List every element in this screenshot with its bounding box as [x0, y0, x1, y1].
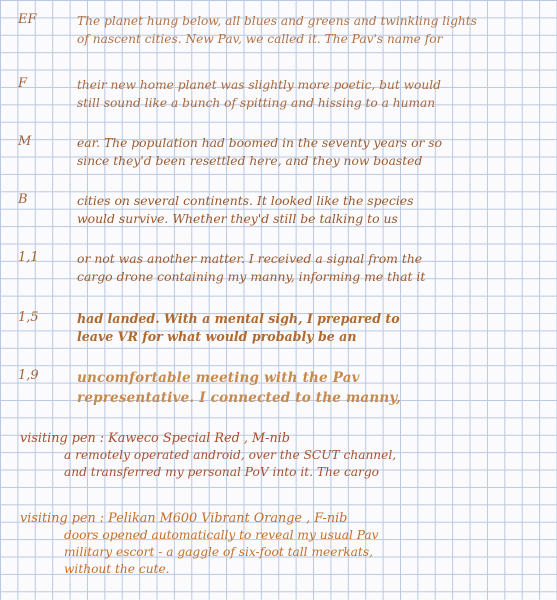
nib-label: M — [18, 134, 32, 149]
text-line: cargo drone containing my manny, informing me that it — [77, 269, 426, 284]
text-line: without the cute. — [64, 562, 170, 576]
nib-label: B — [18, 192, 28, 207]
text-line: The planet hung below, all blues and greens and twinkling lights — [77, 14, 477, 28]
sample-text — [77, 76, 547, 112]
sample-text — [77, 368, 547, 408]
text-line: their new home planet was slightly more poetic, but would — [77, 78, 441, 92]
text-line: still sound like a bunch of spitting and hissing to a human — [77, 96, 436, 110]
text-line: uncomfortable meeting with the Pav — [77, 370, 360, 386]
text-line: would survive. Whether they'd still be talking to us — [77, 211, 398, 226]
nib-label: 1,1 — [18, 250, 39, 265]
nib-label: EF — [18, 12, 37, 27]
text-line: of nascent cities. New Pav, we called it. The Pav's name for — [77, 32, 443, 46]
text-line: or not was another matter. I received a signal from the — [77, 251, 423, 266]
pen-title: visiting pen : Kaweco Special Red , M-nib — [20, 431, 290, 446]
text-line: military escort - a gaggle of six-foot tall meerkats, — [64, 545, 373, 559]
sample-text — [77, 134, 547, 170]
text-line: doors opened automatically to reveal my usual Pav — [64, 528, 379, 542]
text-line: a remotely operated android, over the SCUT channel, — [64, 448, 397, 462]
pen-note-kaweco — [20, 430, 550, 481]
text-line: cities on several continents. It looked like the species — [77, 193, 414, 208]
sample-text — [77, 250, 547, 286]
sample-text — [77, 310, 547, 346]
text-line: representative. I connected to the manny, — [77, 390, 402, 406]
pen-title: visiting pen : Pelikan M600 Vibrant Orange , F-nib — [20, 511, 348, 526]
nib-label: 1,5 — [18, 310, 39, 325]
sample-text — [77, 192, 547, 228]
text-line: leave VR for what would probably be an — [77, 329, 357, 344]
nib-label: F — [18, 76, 28, 91]
text-line: had landed. With a mental sigh, I prepared to — [77, 311, 400, 326]
nib-label: 1,9 — [18, 368, 39, 383]
text-line: since they'd been resettled here, and they now boasted — [77, 154, 423, 168]
pen-note-pelikan — [20, 510, 550, 578]
text-line: and transferred my personal PoV into it. The cargo — [64, 465, 380, 479]
sample-text — [77, 12, 547, 48]
text-line: ear. The population had boomed in the seventy years or so — [77, 136, 443, 150]
